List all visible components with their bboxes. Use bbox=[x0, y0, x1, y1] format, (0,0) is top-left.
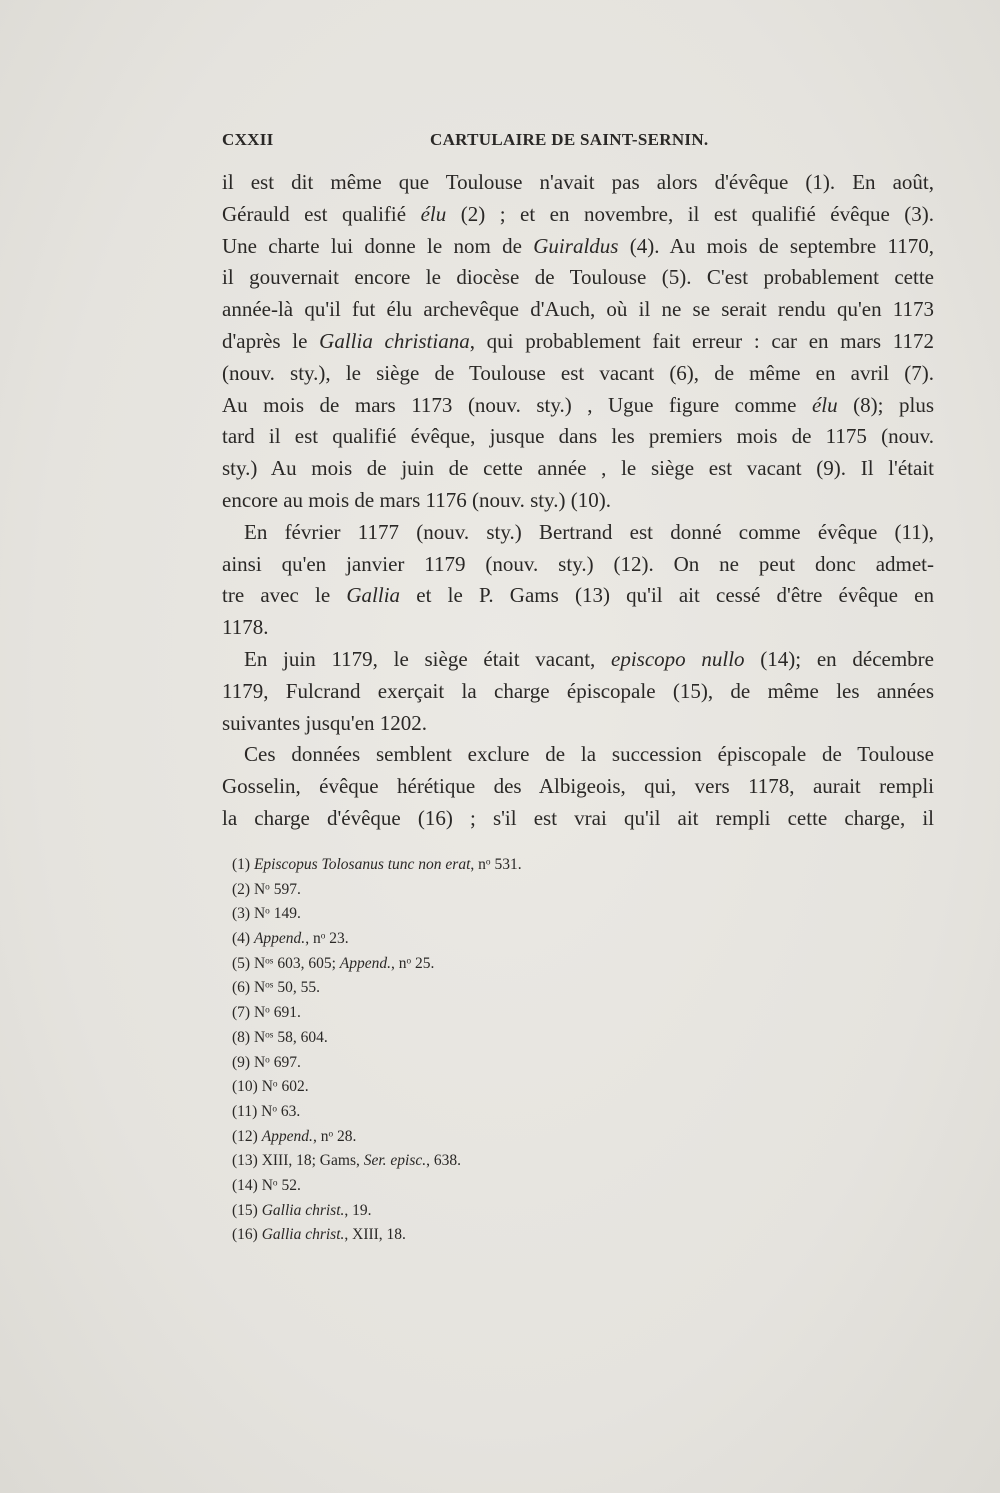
page-folio: CXXII bbox=[222, 130, 274, 149]
body-line: il est dit même que Toulouse n'avait pas alors d'évêque (1). En août, bbox=[222, 170, 934, 194]
footnote: (9) $N^o$ 697. bbox=[232, 1053, 301, 1071]
body-line: d'après le Gallia christiana, qui probablement fait erreur : car en mars 1172 bbox=[222, 328, 934, 353]
footnote: (4) Append., $n^o$ 23. bbox=[232, 930, 349, 948]
body-line: Gérauld est qualifié élu (2) ; et en novembre, il est qualifié évêque (3). bbox=[222, 201, 934, 226]
running-head bbox=[222, 130, 934, 156]
footnote: (2) $N^o$ 597. bbox=[232, 880, 301, 898]
footnote: (12) Append., $n^o$ 28. bbox=[232, 1127, 357, 1145]
footnote: (6) $N^{os}$ 50, 55. bbox=[232, 979, 320, 997]
body-line: Une charte lui donne le nom de Guiraldus (4). Au mois de septembre 1170, bbox=[222, 233, 934, 258]
body-line: année-là qu'il fut élu archevêque d'Auch, où il ne se serait rendu qu'en 1173 bbox=[222, 297, 934, 322]
body-line: sty.) Au mois de juin de cette année , le siège est vacant (9). Il l'était bbox=[222, 456, 934, 481]
body-line: (nouv. sty.), le siège de Toulouse est vacant (6), de même en avril (7). bbox=[222, 360, 934, 385]
body-line: En juin 1179, le siège était vacant, episcopo nullo (14); en décembre bbox=[244, 646, 934, 671]
body-line: tre avec le Gallia et le P. Gams (13) qu'il ait cessé d'être évêque en bbox=[222, 583, 934, 608]
footnote: (15) Gallia christ., 19. bbox=[232, 1201, 372, 1219]
footnote: (14) $N^o$ 52. bbox=[232, 1176, 301, 1194]
footnotes bbox=[232, 853, 732, 1248]
body-line: encore au mois de mars 1176 (nouv. sty.) (10). bbox=[222, 487, 611, 512]
footnote: (10) $N^o$ 602. bbox=[232, 1078, 309, 1096]
body-line: En février 1177 (nouv. sty.) Bertrand est donné comme évêque (11), bbox=[244, 519, 934, 544]
body-line: la charge d'évêque (16) ; s'il est vrai qu'il ait rempli cette charge, il bbox=[222, 805, 934, 830]
body-line: tard il est qualifié évêque, jusque dans les premiers mois de 1175 (nouv. bbox=[222, 424, 934, 449]
running-title: CARTULAIRE DE SAINT-SERNIN. bbox=[430, 130, 709, 149]
footnote: (7) $N^o$ 691. bbox=[232, 1004, 301, 1022]
body-line: 1178. bbox=[222, 615, 269, 640]
body-line: Au mois de mars 1173 (nouv. sty.) , Ugue figure comme élu (8); plus bbox=[222, 392, 934, 417]
footnote: (8) $N^{os}$ 58, 604. bbox=[232, 1028, 328, 1046]
body-line: suivantes jusqu'en 1202. bbox=[222, 710, 428, 735]
body-line: il gouvernait encore le diocèse de Toulouse (5). C'est probablement cette bbox=[222, 265, 934, 290]
footnote: (3) $N^o$ 149. bbox=[232, 905, 301, 923]
footnote: (16) Gallia christ., XIII, 18. bbox=[232, 1226, 406, 1244]
footnote: (11) $N^o$ 63. bbox=[232, 1102, 301, 1120]
footnote: (13) XIII, 18; Gams, Ser. episc., 638. bbox=[232, 1152, 462, 1170]
footnote: (5) $N^{os}$ 603, 605; Append., $n^o$ 25. bbox=[232, 954, 435, 972]
footnote: (1) Episcopus Tolosanus tunc non erat, $n^o$ 531. bbox=[232, 856, 522, 873]
body-line: 1179, Fulcrand exerçait la charge épiscopale (15), de même les années bbox=[222, 678, 934, 703]
body-line: Ces données semblent exclure de la succession épiscopale de Toulouse bbox=[244, 742, 934, 767]
body-line: Gosselin, évêque hérétique des Albigeois, qui, vers 1178, aurait rempli bbox=[222, 774, 934, 799]
body-text bbox=[222, 167, 934, 835]
body-line: ainsi qu'en janvier 1179 (nouv. sty.) (12). On ne peut donc admet- bbox=[222, 551, 934, 576]
